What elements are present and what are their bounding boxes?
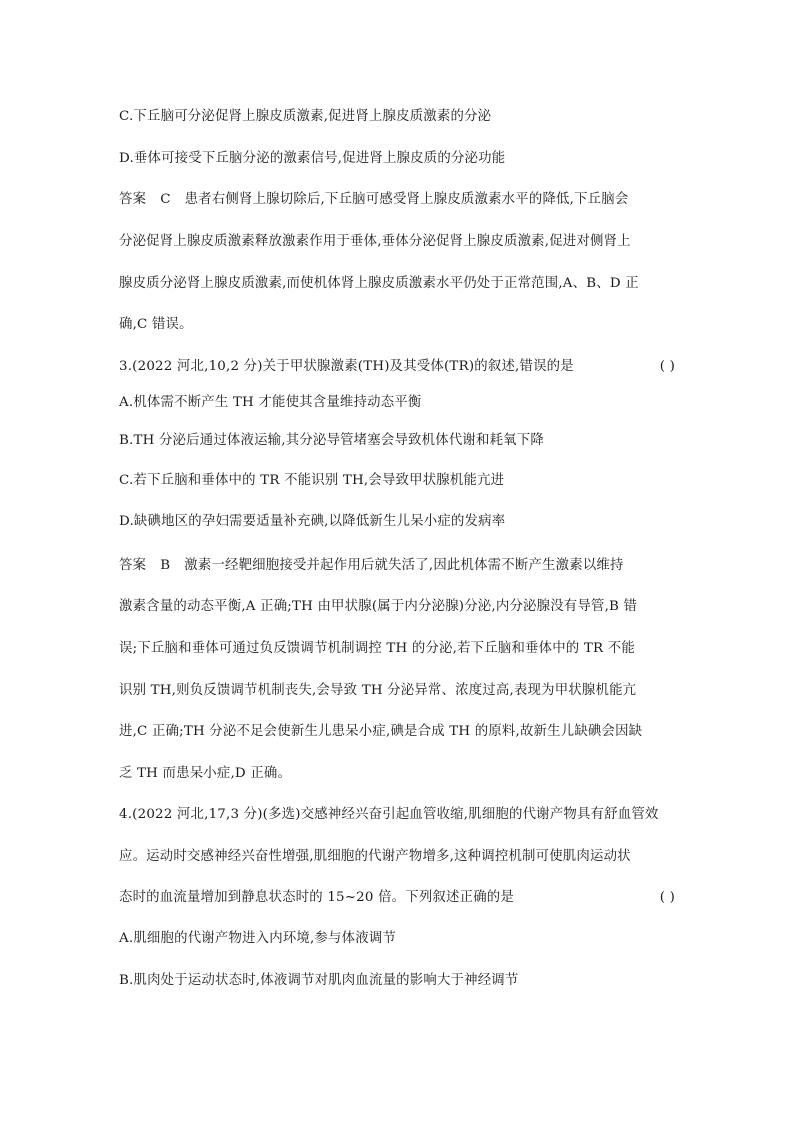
option-a: A.肌细胞的代谢产物进入内环境,参与体液调节	[119, 931, 397, 946]
answer-bracket: ( )	[659, 359, 675, 374]
answer-letter: C	[160, 192, 171, 207]
answer-text: 确,C 错误。	[119, 317, 193, 332]
answer-label: 答案	[119, 192, 147, 207]
answer-text: 激素含量的动态平衡,A 正确;TH 由甲状腺(属于内分泌腺)分泌,内分泌腺没有导管,B 错	[119, 599, 638, 614]
answer-text: 误;下丘脑和垂体可通过负反馈调节机制调控 TH 的分泌,若下丘脑和垂体中的 TR 不能	[119, 641, 635, 656]
question-stem	[119, 358, 675, 376]
answer-text: 进,C 正确;TH 分泌不足会使新生儿患呆小症,碘是合成 TH 的原料,故新生儿缺碘会因缺	[119, 724, 643, 739]
answer-bracket: ( )	[659, 890, 675, 905]
question-stem-text: 3.(2022 河北,10,2 分)关于甲状腺激素(TH)及其受体(TR)的叙述,错误的是	[119, 359, 574, 374]
answer-text: 乏 TH 而患呆小症,D 正确。	[119, 766, 292, 781]
answer-text: 识别 TH,则负反馈调节机制丧失,会导致 TH 分泌异常、浓度过高,表现为甲状腺机能亢	[119, 683, 637, 698]
answer-text: 腺皮质分泌肾上腺皮质激素,而使机体肾上腺皮质激素水平仍处于正常范围,A、B、D 正	[119, 276, 639, 291]
question-stem	[119, 889, 675, 907]
question-stem: 4.(2022 河北,17,3 分)(多选)交感神经兴奋引起血管收缩,肌细胞的代谢产物具有舒血管效	[119, 807, 659, 822]
option-b: B.肌肉处于运动状态时,体液调节对肌肉血流量的影响大于神经调节	[119, 973, 519, 988]
option-c: C.若下丘脑和垂体中的 TR 不能识别 TH,会导致甲状腺机能亢进	[119, 473, 505, 488]
option-c: C.下丘脑可分泌促肾上腺皮质激素,促进肾上腺皮质激素的分泌	[119, 109, 492, 124]
answer-text: 激素一经靶细胞接受并起作用后就失活了,因此机体需不断产生激素以维持	[184, 558, 624, 573]
answer-line	[119, 191, 628, 209]
question-stem-text: 态时的血流量增加到静息状态时的 15~20 倍。下列叙述正确的是	[119, 890, 514, 905]
answer-text: 分泌促肾上腺皮质激素释放激素作用于垂体,垂体分泌促肾上腺皮质激素,促进对侧肾上	[119, 234, 631, 249]
option-b: B.TH 分泌后通过体液运输,其分泌导管堵塞会导致机体代谢和耗氧下降	[119, 433, 544, 448]
option-a: A.机体需不断产生 TH 才能使其含量维持动态平衡	[119, 395, 422, 410]
answer-line	[119, 557, 624, 575]
answer-letter: B	[160, 558, 171, 573]
option-d: D.缺碘地区的孕妇需要适量补充碘,以降低新生儿呆小症的发病率	[119, 514, 506, 529]
answer-text: 患者右侧肾上腺切除后,下丘脑可感受肾上腺皮质激素水平的降低,下丘脑会	[184, 192, 629, 207]
question-stem: 应。运动时交感神经兴奋性增强,肌细胞的代谢产物增多,这种调控机制可使肌肉运动状	[119, 849, 631, 864]
answer-label: 答案	[119, 558, 147, 573]
option-d: D.垂体可接受下丘脑分泌的激素信号,促进肾上腺皮质的分泌功能	[119, 151, 506, 166]
